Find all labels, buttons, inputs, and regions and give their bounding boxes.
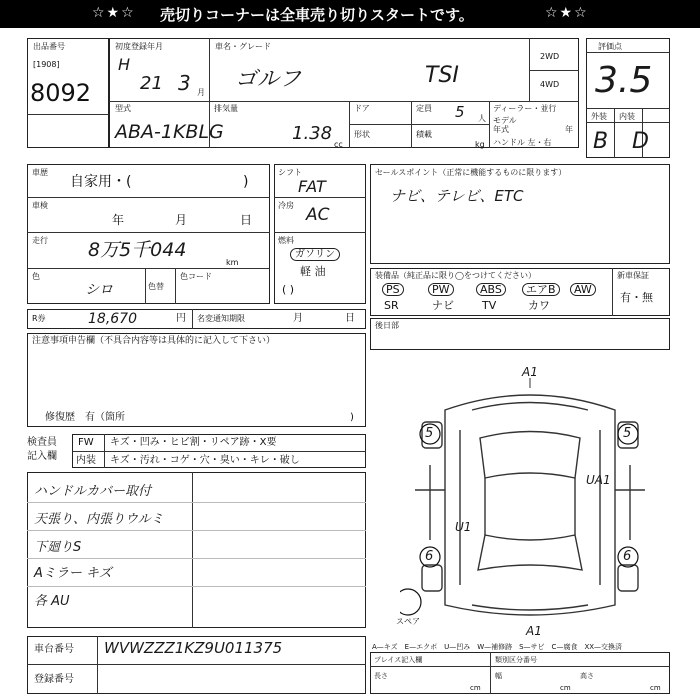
diag-u1: U1 xyxy=(455,520,472,534)
footer-a: プレイス記入欄 xyxy=(374,656,423,664)
notes-label: 注意事項申告欄（不具合内容等は具体的に記入して下さい） xyxy=(32,336,276,346)
remark-4: Aミラー キズ xyxy=(34,566,112,581)
first-reg-era: H xyxy=(118,55,131,74)
capacity-unit: 人 xyxy=(478,114,486,123)
first-reg-year: 21 xyxy=(140,73,163,94)
chassis-value: WVWZZZ1KZ9U011375 xyxy=(104,639,283,657)
equipment-label: 装備品（純正品に限り◯をつけてください） xyxy=(375,271,536,280)
recycle-label: R券 xyxy=(32,314,46,323)
first-reg-month: 3 xyxy=(178,71,191,95)
footer-height: 高さ xyxy=(580,672,594,680)
fuel-alt: 軽 油 xyxy=(300,265,326,278)
load-unit: kg xyxy=(475,140,485,149)
load-label: 積載 xyxy=(416,130,432,139)
diag-six-right: 6 xyxy=(623,549,632,564)
ext-grade: B xyxy=(593,129,609,154)
dealer-year-unit: 年 xyxy=(565,125,573,134)
rear-seat-label: 後日部 xyxy=(375,321,399,330)
history-label: 車歴 xyxy=(32,168,48,177)
plate-label: 登録番号 xyxy=(34,674,74,685)
remark-5: 各 AU xyxy=(34,594,70,609)
first-reg-month-unit: 月 xyxy=(197,88,205,97)
color-label: 色 xyxy=(32,272,40,281)
int-label: 内装 xyxy=(619,112,635,121)
equip-ps: PS xyxy=(382,283,404,296)
dealer-l2: モデル xyxy=(493,116,517,125)
equip-aw: AW xyxy=(570,283,596,296)
equip-pw: PW xyxy=(428,283,454,296)
banner-stars-right: ☆★☆ xyxy=(545,5,589,21)
footer-cm-1: cm xyxy=(470,684,481,692)
mileage-value: 8万5千044 xyxy=(88,239,187,261)
sales-point-label: セールスポイント（正常に機能するものに限ります） xyxy=(375,168,567,177)
inspector-l2: 記入欄 xyxy=(27,451,57,462)
model-label: 型式 xyxy=(115,104,131,113)
capacity-label: 定員 xyxy=(416,104,432,113)
history-close: ) xyxy=(243,174,249,190)
sales-point-value: ナビ、テレビ、ETC xyxy=(390,187,524,205)
doors-label: ドア xyxy=(354,104,370,113)
score-value: 3.5 xyxy=(595,60,653,101)
displacement-value: 1.38 xyxy=(292,123,333,144)
diag-five-left: 5 xyxy=(425,426,434,441)
car-label: 車名・グレード xyxy=(215,42,271,51)
score-label: 評価点 xyxy=(598,42,622,51)
equip-abs: ABS xyxy=(476,283,506,296)
owner-change-label: 名変通知期限 xyxy=(197,314,245,323)
capacity-value: 5 xyxy=(455,103,465,121)
banner-text: 売切りコーナーは全車売り切りスタートです。 xyxy=(160,6,474,24)
dealer-l3: 年式 xyxy=(493,125,509,134)
equip-leather: カワ xyxy=(528,299,550,312)
fuel-value: ガソリン xyxy=(290,248,340,261)
new-car-value: 有・無 xyxy=(620,291,653,304)
fw-text: キズ・凹み・ヒビ割・リペア跡・X要 xyxy=(110,437,277,448)
equip-sr: SR xyxy=(384,299,399,312)
rear-seat-box xyxy=(370,318,670,350)
inspector-l1: 検査員 xyxy=(27,437,57,448)
footer-width: 幅 xyxy=(495,672,502,680)
dealer-l1: ディーラー・並行 xyxy=(493,104,557,113)
inspection-day: 日 xyxy=(240,213,253,227)
new-car-label: 新車保証 xyxy=(617,271,649,280)
banner-stars-left: ☆★☆ xyxy=(92,5,136,21)
equip-navi: ナビ xyxy=(432,299,454,312)
inner-text: キズ・汚れ・コゲ・穴・臭い・キレ・破し xyxy=(110,455,300,466)
equip-airbag: エアB xyxy=(522,283,560,296)
diag-spare: スペア xyxy=(396,617,420,626)
car-grade: TSI xyxy=(425,63,459,88)
footer-length: 長さ xyxy=(374,672,388,680)
car-damage-diagram xyxy=(400,370,660,630)
chassis-label: 車台番号 xyxy=(34,644,74,655)
diag-six-left: 6 xyxy=(425,549,434,564)
recycle-value: 18,670 xyxy=(88,311,137,327)
footer-b: 類別区分番号 xyxy=(495,656,537,664)
repair-close: ) xyxy=(350,412,354,423)
diag-a1-top: A1 xyxy=(522,365,538,379)
diag-five-right: 5 xyxy=(623,426,632,441)
diag-ua1: UA1 xyxy=(586,473,611,487)
remark-2: 天張り、内張りウルミ xyxy=(34,512,164,527)
color-code-label: 色コード xyxy=(180,272,212,281)
color-change-label: 色替 xyxy=(148,282,164,291)
history-value: 自家用・( xyxy=(70,174,132,190)
owner-change-month: 月 xyxy=(293,313,303,324)
lot-code: [1908] xyxy=(33,60,60,69)
displacement-label: 排気量 xyxy=(214,104,238,113)
repair-history: 修復歴 有（箇所 xyxy=(45,412,125,423)
inspection-year: 年 xyxy=(112,213,125,227)
fw-label: FW xyxy=(78,437,94,448)
color-value: シロ xyxy=(85,282,113,298)
ac-label: 冷房 xyxy=(278,201,294,210)
inspection-label: 車検 xyxy=(32,201,48,210)
inspection-month: 月 xyxy=(175,213,188,227)
model-value: ABA-1KBLG xyxy=(115,121,224,143)
ext-label: 外装 xyxy=(591,112,607,121)
header-banner xyxy=(0,0,700,28)
equip-tv: TV xyxy=(482,299,497,312)
mileage-label: 走行 xyxy=(32,236,48,245)
recycle-unit: 円 xyxy=(176,313,186,324)
diag-a1-rear: A1 xyxy=(526,624,542,638)
damage-legend: A—キズ E—エクボ U—凹み W—補修跡 S—サビ C—腐食 XX—交換済 xyxy=(372,643,623,651)
shape-label: 形状 xyxy=(354,130,370,139)
sales-point-box xyxy=(370,164,670,264)
shift-label: シフト xyxy=(278,168,302,177)
lot-label: 出品番号 xyxy=(33,42,65,51)
inner-label: 内装 xyxy=(76,455,96,466)
fuel-paren: ( ) xyxy=(282,283,295,296)
displacement-unit: cc xyxy=(334,140,343,149)
remark-1: ハンドルカバー取付 xyxy=(34,484,152,499)
owner-change-day: 日 xyxy=(345,313,355,324)
fuel-label: 燃料 xyxy=(278,236,294,245)
lot-number: 8092 xyxy=(30,79,92,107)
mileage-unit: km xyxy=(226,258,239,267)
drive-2wd: 2WD xyxy=(540,52,560,61)
int-grade: D xyxy=(632,129,649,154)
car-name: ゴルフ xyxy=(235,67,302,92)
dealer-l4: ハンドル 左・右 xyxy=(493,138,552,147)
remark-3: 下廻りS xyxy=(34,540,82,555)
footer-cm-3: cm xyxy=(650,684,661,692)
first-reg-label: 初度登録年月 xyxy=(115,42,163,51)
ac-value: AC xyxy=(306,205,330,225)
drive-4wd: 4WD xyxy=(540,80,560,89)
footer-cm-2: cm xyxy=(560,684,571,692)
shift-value: FAT xyxy=(298,177,326,196)
